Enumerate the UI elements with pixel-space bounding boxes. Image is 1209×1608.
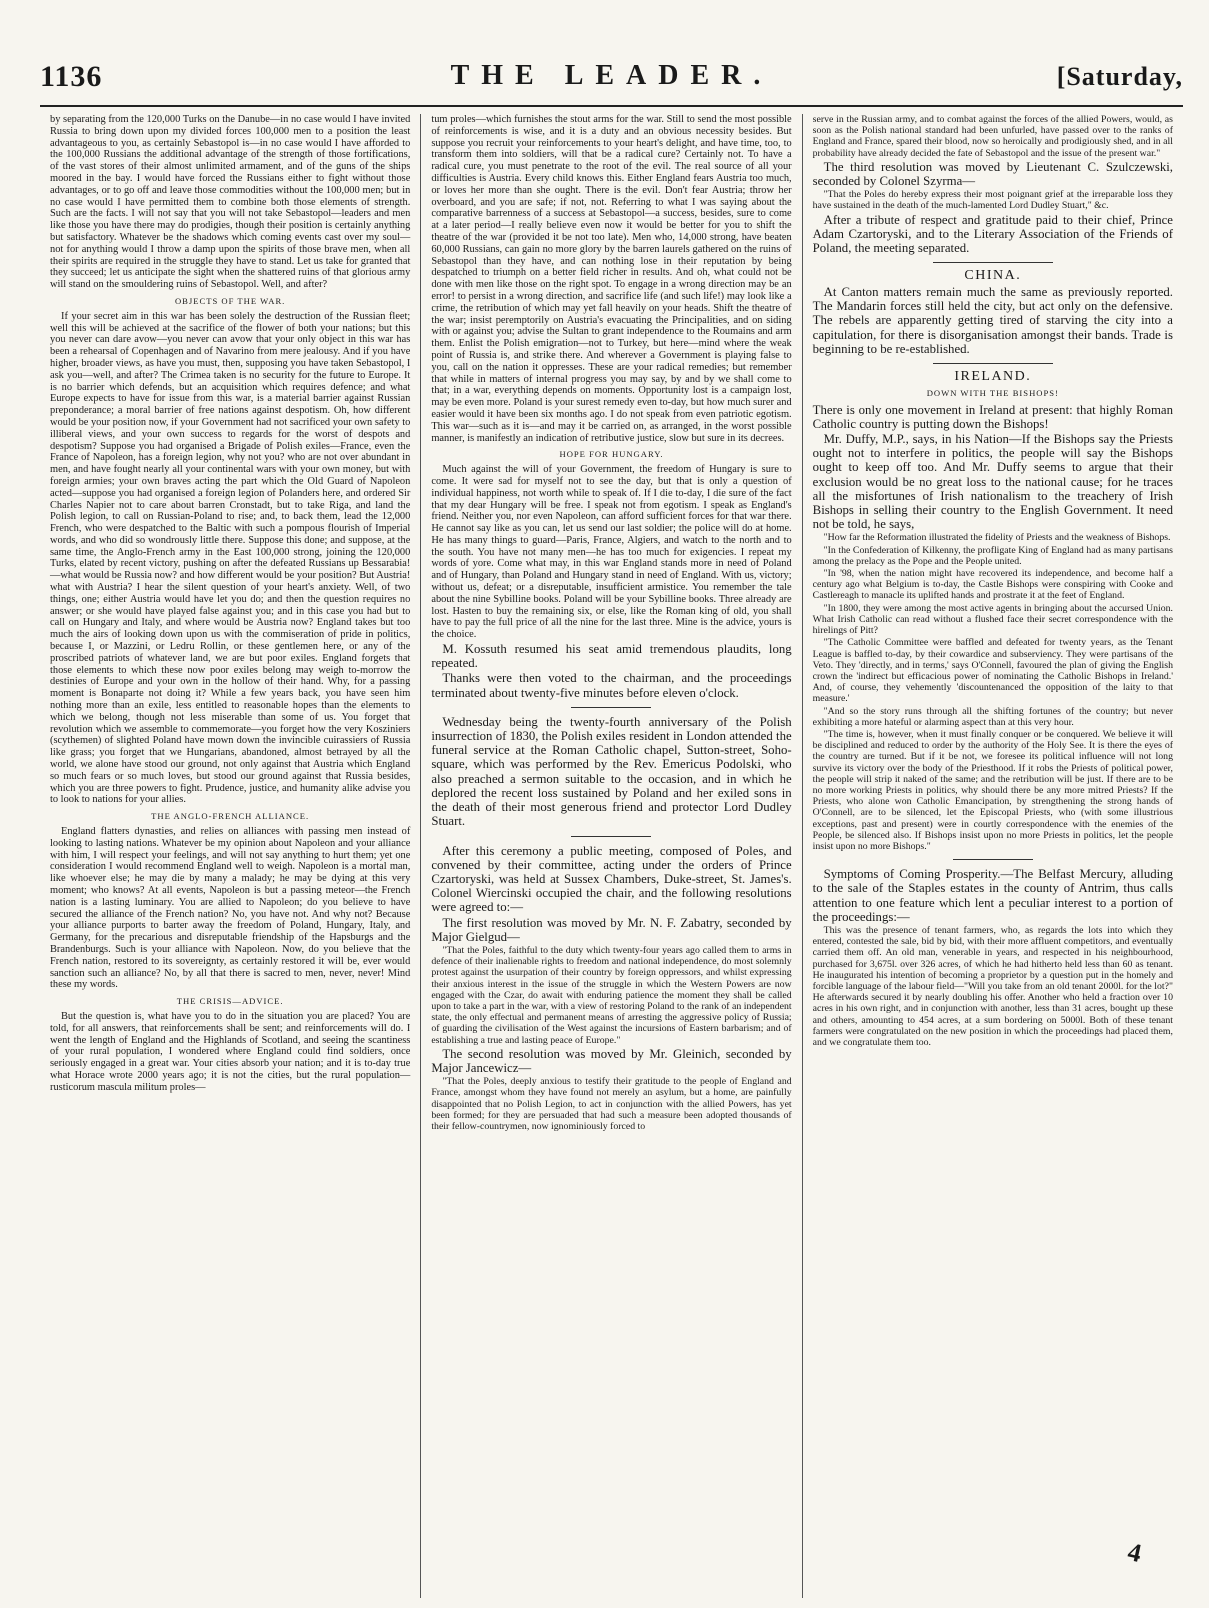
separator	[571, 836, 651, 837]
subheading-down-with-the-bishops: DOWN WITH THE BISHOPS!	[926, 387, 1059, 398]
subheading-crisis-advice: THE CRISIS—ADVICE.	[176, 996, 284, 1007]
paragraph: by separating from the 120,000 Turks on the Danube—in no case would I have invited Russia to bring down upon my divided forces 100,000 men to a position the least advantageous to you, as certainly Sebastopol is—in no case would I have afforded to the 100,000 Russians the additional advantage of the strength of those fortifications, of the vast stores of their almost unlimited armament, and of the guns of the ships moored in the bay. I would have forced the Russians either to fight without those advantages, or to go off and leave those commodities without the 100,000 men; but in no case would I have permitted them to combine both those elements of strength. Such are the facts. I will not say that you will not take Sebastopol—leaders and men like those you have there may do prodigies, though their position is certainly anything but satisfactory. Whatever be the shadows which coming events cast over my soul—not for anything would I throw a damp upon the spirits of those brave men, when all their spirits are required in the struggle they have to stand. Let us take for granted that they succeed; let us anticipate the sight when the shattered ruins of that glorious army will stand on the smouldering ruins of Sebastopol. Well, and after?	[50, 114, 411, 291]
column-3	[802, 114, 1183, 1598]
paragraph: But the question is, what have you to do in the situation you are placed? You are told, for all answers, that reinforcements shall be sent; and reinforcements will do. I went the length of England and the Highlands of Scotland, and seeing the scantiness of your rural population, I wondered where England could find soldiers, once seriously engaged in a great war. Your cities absorb your nation; and it is to-day true what Horace wrote 2000 years ago; it is not the cities, but the rural population—rusticorum mascula militum proles—	[50, 1010, 411, 1093]
section-heading-ireland: IRELAND.	[954, 369, 1032, 385]
separator	[933, 363, 1053, 364]
resolution-quote: serve in the Russian army, and to combat against the forces of the allied Powers, would, as soon as the Polish national standard had been unfurled, have passed over to the ranks of England and France, spared their blood, now so heroically and prodigiously shed, and in all probability have already decided the fate of Sebastopol and the issue of the present war."	[812, 114, 1173, 159]
quoted-paragraph: This was the presence of tenant farmers, who, as regards the lots into which they entered, contested the sale, bid by bid, with their more affluent competitors, and eventually carried them off. An old man, venerable in years, and respected in his neighbourhood, purchased for 3,675l. over 326 acres, of which he had hitherto held less than 60 as tenant. He inaugurated his intention of becoming a proprietor by a question put in the homely and forcible language of the labour field—"Will you take from an old tenant 2000l. for the lot?" He afterwards secured it by nearly doubling his offer. Another who held a fraction over 10 acres in his own right, and in conjunction with another, less than 31 acres, bought up these and others, amounting to 454 acres, at a sum bordering on 5000l. Both of these tenant farmers were congratulated on the new position in which the proceedings had placed them, and we congratulate them too.	[812, 924, 1173, 1048]
quoted-paragraph: "In '98, when the nation might have recovered its independence, and become half a century ago what Belgium is to-day, the Castle Bishops were conspiring with Cooke and Castlereagh to manacle its uplifted hands and prostrate it at the feet of England.	[812, 568, 1173, 602]
paragraph: tum proles—which furnishes the stout arms for the war. Still to send the most possible of reinforcements is wise, and it is a duty and an obvious necessity besides. But suppose you recruit your reinforcements to your heart's delight, and have time, too, to transform them into soldiers, will that be a radical cure? Certainly not. To have a radical cure, you must penetrate to the root of the evil. The real source of all your difficulties is Austria. Every child knows this. Either England fears Austria too much, or loves her more than she ought. There is the evil. Don't fear Austria; throw her overboard, and you are safe; if not, not. Referring to what I was saying about the comparative barrenness of a success at Sebastopol—a success, besides, sure to come at a later period—I really believe even now it would be better for you to shift the theatre of the war (provided it be not too late). Men who, 14,000 strong, have beaten 60,000 Russians, can gain no more glory by the barren laurels gathered on the ruins of Sebastopol than they have, and can nothing lose in their reputation by being despatched to triumph on a better field richer in results. And oh, what could not be done with men like those on the right spot. To engage in a wrong direction may be an error! to persist in a wrong direction, and sacrifice life (and such life!) may look like a crime, the retribution of which may yet fall heavily on your heads. Shift the theatre of the war; insist peremptorily on Austria's evacuating the Principalities, and on siding with or against you; advise the Sultan to grant independence to the Roumains and arm them. Enlist the Polish emigration—not to Turkey, but here—mind where the weak point of Russia is, and strike there. And wherever a Government is playing false to you, call on the nation it oppresses. These are your radical remedies; but remember that while in matters of internal progress you may say, by and by we shall come to that; in a war, everything depends on moments. Opportunity lost is a campaign lost, may be even more. Poland is your surest remedy even to-day, but how much surer and easier would it have been six months ago. I do not speak from even patriotic egotism. This war—such as it is—and may it be carried on, as arranged, in the worst possible manner, is manifestly an indication of retributive justice, slow but sure in its decrees.	[431, 114, 792, 444]
quoted-paragraph: "In 1800, they were among the most active agents in bringing about the accursed Union. What Irish Catholic can read without a flushed face their secret correspondence with the hirelings of Pitt?	[812, 602, 1173, 637]
column-2	[420, 114, 801, 1598]
separator	[953, 859, 1033, 860]
quoted-paragraph: "The time is, however, when it must finally conquer or be conquered. We believe it will be disciplined and reduced to order by the authority of the Holy See. It is there the eyes of the country are turned. But if it be not, we foresee its political influence will not long survive its victory over the body of the Priesthood. If it robs the Priests of political power, the people will strip it naked of the same; and the retribution will be just. If there are to be no more working Priests in politics, why should there be any more mitred Priests? If the Priests, who alone won Catholic Emancipation, by strengthening the strong hands of O'Connell, are to be silenced, let the Episcopal Priests, who (with some illustrious exceptions, past and present) were in courtly correspondence with the enemies of the People, be silenced also. If Bishops insist upon no more Priests in politics, let the people insist upon no more Bishops."	[812, 728, 1173, 852]
prosperity-report	[813, 867, 1173, 924]
quoted-paragraph: "How far the Reformation illustrated the fidelity of Priests and the weakness of Bishops.	[823, 532, 1171, 544]
page-number: 1136	[40, 60, 103, 93]
paragraph: The second resolution was moved by Mr. Gleinich, seconded by Major Jancewicz—	[431, 1046, 792, 1075]
meeting-report	[431, 642, 791, 944]
meeting-report-continued	[431, 1047, 791, 1075]
resolution-quote: "That the Poles do hereby express their most poignant grief at the irreparable loss they have sustained in the death of the much-lamented Lord Dudley Stuart," &c.	[812, 189, 1173, 212]
separator	[571, 707, 651, 708]
paragraph: M. Kossuth resumed his seat amid tremendous plaudits, long repeated.	[431, 642, 792, 671]
column-1	[40, 114, 420, 1598]
section-heading-china: CHINA.	[964, 268, 1022, 284]
subheading-objects-of-the-war: OBJECTS OF THE WAR.	[174, 295, 286, 306]
paragraph: Symptoms of Coming Prosperity.—The Belfast Mercury, alluding to the sale of the Staples estates in the county of Antrim, thus calls attention to one feature which lent a peculiar interest to a portion of the proceedings:—	[812, 867, 1173, 924]
paragraph: After this ceremony a public meeting, composed of Poles, and convened by their committee, acting under the orders of Prince Czartoryski, was held at Sussex Chambers, Duke-street, St. James's. Colonel Wiercinski occupied the chair, and the following resolutions were agreed to:—	[431, 843, 792, 915]
resolution-quote: "That the Poles, faithful to the duty which twenty-four years ago called them to arms in defence of their inalienable rights to freedom and national independence, do most solemnly protest against the usurpation of their country by foreign oppressors, and whilst expressing their anxious interest in the issue of the struggle in which the Western Powers are now engaged with the Czar, do await with enduring patience the moment they shall be called upon to take a part in the war, with a view of restoring Poland to the rank of an independent state, the only effectual and permanent means of arresting the aggressive policy of Russia; of guarding the civilisation of the West against the incursions of Eastern barbarism; and of establishing a true and lasting peace of Europe."	[431, 944, 792, 1046]
paragraph: Wednesday being the twenty-fourth anniversary of the Polish insurrection of 1830, the Polish exiles resident in London attended the funeral service at the Roman Catholic chapel, Sutton-street, Soho-square, which was performed by the Rev. Emericus Podolski, who also preached a sermon suitable to the occasion, and in which he deplored the recent loss sustained by Poland and her exiled sons in the death of their most generous friend and protector Lord Dudley Stuart.	[431, 714, 792, 829]
meeting-conclusion	[813, 160, 1173, 188]
paragraph: At Canton matters remain much the same as previously reported. The Mandarin forces still held the city, but act only on the defensive. The rebels are apparently getting tired of starving the city into a capitulation, for there is disorganisation amongst their bands. Trade is beginning to be re-established.	[812, 285, 1173, 356]
paper-title: THE LEADER.	[450, 60, 773, 91]
columns	[40, 114, 1183, 1598]
quoted-paragraph: "The Catholic Committee were baffled and defeated for twenty years, as the Tenant League is baffled to-day, by their cowardice and subserviency. They were partisans of the Veto. They 'directly, and in terms,' says O'Connell, favoured the plan of giving the English crown the 'indirect but efficacious power of nominating the Catholic Bishops in Ireland.' And, of course, they vehemently 'discountenanced the opposition of the laity to that measure.'	[812, 637, 1173, 705]
quoted-paragraph: "And so the story runs through all the shifting fortunes of the country; but never exhibiting a more hateful or alarming aspect than at this very hour.	[812, 705, 1173, 728]
masthead	[40, 60, 1183, 100]
masthead-rule	[40, 105, 1183, 107]
paragraph: The third resolution was moved by Lieutenant C. Szulczewski, seconded by Colonel Szyrma—	[812, 159, 1173, 189]
paragraph: The first resolution was moved by Mr. N. F. Zabatry, seconded by Major Gielgud—	[431, 915, 792, 944]
paragraph: If your secret aim in this war has been solely the destruction of the Russian fleet; well this will be achieved at the sacrifice of the flower of both your nations; but this you never can dare avow—you never can avow that your only object in this war has been a rehearsal of Copenhagen and of Navarino from mere jealousy. And if you have higher, broader views, as have you must, then, supposing you have taken Sebastopol, I ask you—well, and after? The Crimea taken is no security for the future to Europe. It is no barrier which defends, but an acquisition which requires defence; and what Europe expects to have for issue from this war, is a material barrier against Russian preponderance; a moral barrier of free nations against despotism. Oh, how different would be your position now, if your Government had not sacrificed your own safety to illiberal views, and your own success to regards for the worst of despots and despotism? Suppose you had organised a Brigade of Polish exiles—France, even the France of Napoleon, has a foreign legion, why not you? who are not over abundant in men, and have fought nearly all your continental wars with your own money, but with foreign armies; your own braves acting the part which the Old Guard of Napoleon acted—suppose you had organised a foreign legion of Polanders here, and ordered Sir Charles Napier not to care about barren Cronstadt, but to take Riga, and land the Polish legion, to call on Russian-Poland to rise; and, to back them, lead the 12,000 French, who were despatched to the Baltic with such a pompous flourish of Imperial words, and who did so wondrously little there. Suppose this done; and suppose, at the same time, the Anglo-French army in the East 100,000 strong, joining the 120,000 Turks, elated by recent victory, pushing on after the defeated Russians up Bessarabia!—what would be Russia now? and how different would be your position? But Austria! what with Austria? I hear the silent question of your heart's anxiety. Well, of two things, one; either Austria would have let you do; and then the question requires no answer; or she would have played false against you; and in this case you had but to call on Hungary and Italy, and where would be Austria now? England takes but too much the airs of looking down upon us with the commiseration of pride in politics, because I, or Mazzini, or Ledru Rollin, or these gentlemen here, or any of the proscribed patriots of whatever land, we are but poor exiles. England forgets that those elements to which these now poor exiles belong may weigh to-morrow the destinies of Europe and your own in the hollow of their hand. Why, for a passing moment is Bonaparte not doing it? While a few years back, you have seen him nothing more than an exile, less entitled to reasonable hopes than the elements to which we belong, though not less miserable than some of us. You forget that revolution which we assemble to commemorate—you forget how the very Kosziniers (scythemen) of slighted Poland have mown down the invincible cuirassiers of Russia like grass; you forget that we Hungarians, abandoned, almost betrayed by all the world, we alone have stood our ground, not only against that Austria which England so much fears or so much loves, but stood our ground against that Russia besides, which you are three powers to fight. Prudence, justice, and humanity alike advise you to look to nations for your allies.	[50, 310, 411, 806]
paragraph: Mr. Duffy, M.P., says, in his Nation—If the Bishops say the Priests ought not to interfere in politics, the people will say the Bishops ought to keep off too. And Mr. Duffy seems to argue that their exclusion would be no great loss to the national cause; for he traces all the misfortunes of Irish nationalism to the treachery of Irish Bishops in selling their country to the English Government. It need not be told, he says,	[812, 432, 1173, 532]
paragraph: There is only one movement in Ireland at present: that highly Roman Catholic country is putting down the Bishops!	[812, 402, 1173, 431]
ireland-report	[813, 403, 1173, 532]
paragraph: England flatters dynasties, and relies on alliances with passing men instead of looking to lasting nations. Whatever be my opinion about Napoleon and your alliance with him, I will respect your feelings, and will not say anything to hurt them; yet one consideration I would recommend England well to weigh. Napoleon is a mortal man, like whoever else; he may die by many a malady; he may be dying at this very moment; who knows? At all events, Napoleon is but a passing meteor—the French nation is a lasting luminary. You are allied to Napoleon; do you believe to have secured the alliance of the French nation? No, you have not. And why not? Because your alliance purports to barter away the freedom of Poland, Hungary, Italy, and Germany, for the precarious and disreputable friendship of the Hapsburgs and the Brandenburgs. Such is your alliance with Napoleon. Now, do you believe that the French nation, restored to its sovereignty, as certainly restored it will be, ever would sanction such an alliance? No, by all that there is sacred to men, never, never! Mind these my words.	[50, 826, 411, 991]
resolution-quote: "That the Poles, deeply anxious to testify their gratitude to the people of England and France, amongst whom they have found not merely an asylum, but a home, are painfully disappointed that no Polish Legion, to act in conjunction with the allied Powers, has yet been formed; for they are persuaded that had such a measure been adopted thousands of their fellow-countrymen, now ignominiously forced to	[431, 1076, 792, 1132]
paragraph: Thanks were then voted to the chairman, and the proceedings terminated about twenty-five minutes before eleven o'clock.	[431, 671, 792, 700]
page-footmark: 4	[1125, 1536, 1144, 1569]
subheading-anglo-french-alliance: THE ANGLO-FRENCH ALLIANCE.	[151, 811, 310, 822]
china-report	[813, 285, 1173, 356]
issue-day: [Saturday,	[1056, 62, 1183, 91]
paragraph: Much against the will of your Government, the freedom of Hungary is sure to come. It were sad for myself not to see the day, but that is only a question of individual happiness, not worth while to speak of. If I die to-day, I die sure of the fact that my dear Hungary will be free. I speak not from egotism. I speak as England's friend. Neither you, nor even Napoleon, can afford sufficient forces for that war there. He cannot say like as you can, let us send our last soldier; the police will do at home. He has many things to guard—Paris, France, Algiers, and watch to the north and to the south. You have not many men—he has too much for exigencies. I repeat my words of yore. Come what may, in this war England stands more in need of Poland and of Hungary, than Poland and Hungary stand in need of England. With us, victory; without us, defeat; or a disreputable, insufficient armistice. You remember the tale about the nine Sybilline books. Poland will be your Sybilline books. Three already are lost. Hasten to buy the remaining six, or else, like the Roman king of old, you shall have to pay the full price of all the nine for the last three. Mine is the advice, yours is the choice.	[431, 464, 792, 641]
separator	[933, 262, 1053, 263]
meeting-conclusion-continued	[813, 213, 1173, 256]
paragraph: After a tribute of respect and gratitude paid to their chief, Prince Adam Czartoryski, and to the Literary Association of the Friends of Poland, the meeting separated.	[812, 212, 1173, 256]
quoted-paragraph: "In the Confederation of Kilkenny, the profligate King of England had as many partisans among the prelacy as the Pope and the People united.	[812, 544, 1173, 567]
subheading-hope-for-hungary: HOPE FOR HUNGARY.	[559, 449, 664, 460]
